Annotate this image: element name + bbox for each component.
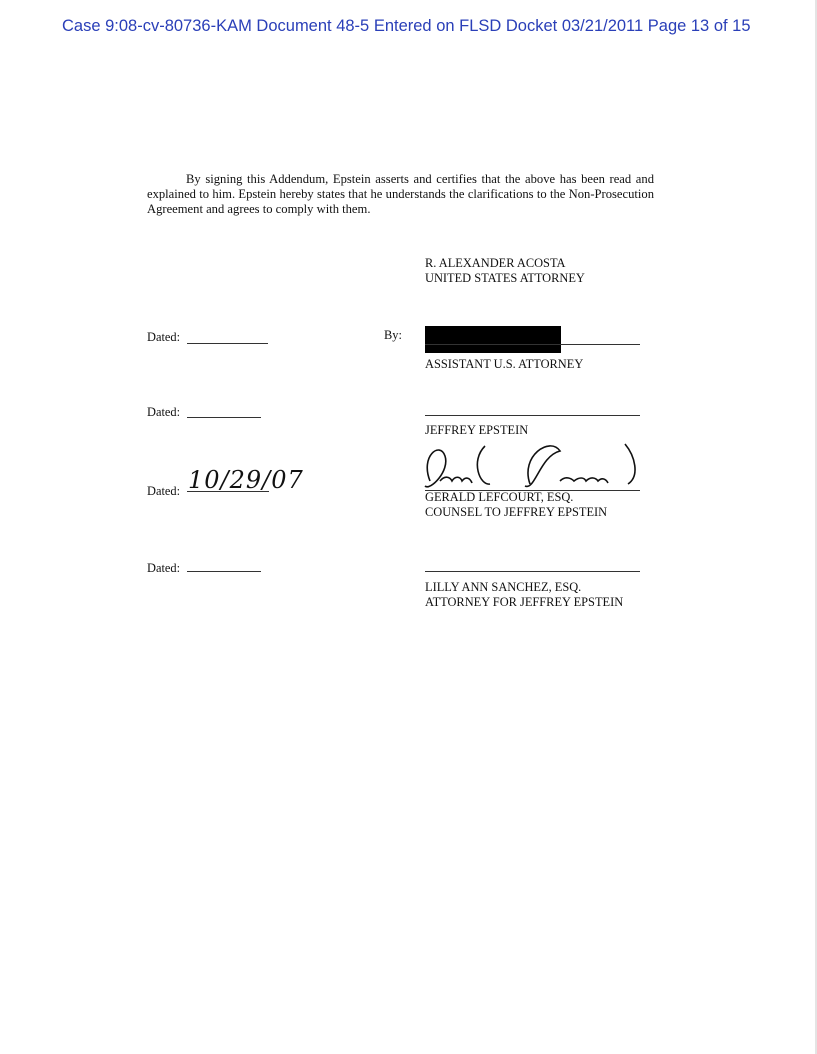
signature-line-sanchez xyxy=(425,571,640,572)
sanchez-title: ATTORNEY FOR JEFFREY EPSTEIN xyxy=(425,595,624,609)
sanchez-name: LILLY ANN SANCHEZ, ESQ. xyxy=(425,580,582,594)
date-line-4 xyxy=(187,571,261,572)
usao-title: UNITED STATES ATTORNEY xyxy=(425,271,585,285)
date-line-1 xyxy=(187,343,268,344)
signature-line-usao xyxy=(425,344,640,345)
epstein-name: JEFFREY EPSTEIN xyxy=(425,423,529,437)
redaction-box xyxy=(425,326,561,353)
signature-line-epstein xyxy=(425,415,640,416)
dated-label-2: Dated: xyxy=(147,405,181,419)
lefcourt-name: GERALD LEFCOURT, ESQ. xyxy=(425,490,574,504)
ausa-title: ASSISTANT U.S. ATTORNEY xyxy=(425,357,584,371)
certification-text: By signing this Addendum, Epstein asserts and certifies that the above has been read and explained to him. Epstein hereby states that he understands the clarifications to the Non-Prosecution Agreement and agrees to comply with them. xyxy=(147,172,654,216)
date-line-2 xyxy=(187,417,261,418)
dated-label-1: Dated: xyxy=(147,330,181,344)
dated-label-3: Dated: xyxy=(147,484,181,498)
certification-paragraph xyxy=(147,172,654,217)
usao-name: R. ALEXANDER ACOSTA xyxy=(425,256,566,270)
lefcourt-signature xyxy=(410,436,660,496)
by-label: By: xyxy=(384,328,402,342)
handwritten-date: 10/29/07 xyxy=(188,466,304,494)
dated-label-4: Dated: xyxy=(147,561,181,575)
docket-header: Case 9:08-cv-80736-KAM Document 48-5 Entered on FLSD Docket 03/21/2011 Page 13 of 15 xyxy=(62,17,751,35)
lefcourt-title: COUNSEL TO JEFFREY EPSTEIN xyxy=(425,505,608,519)
